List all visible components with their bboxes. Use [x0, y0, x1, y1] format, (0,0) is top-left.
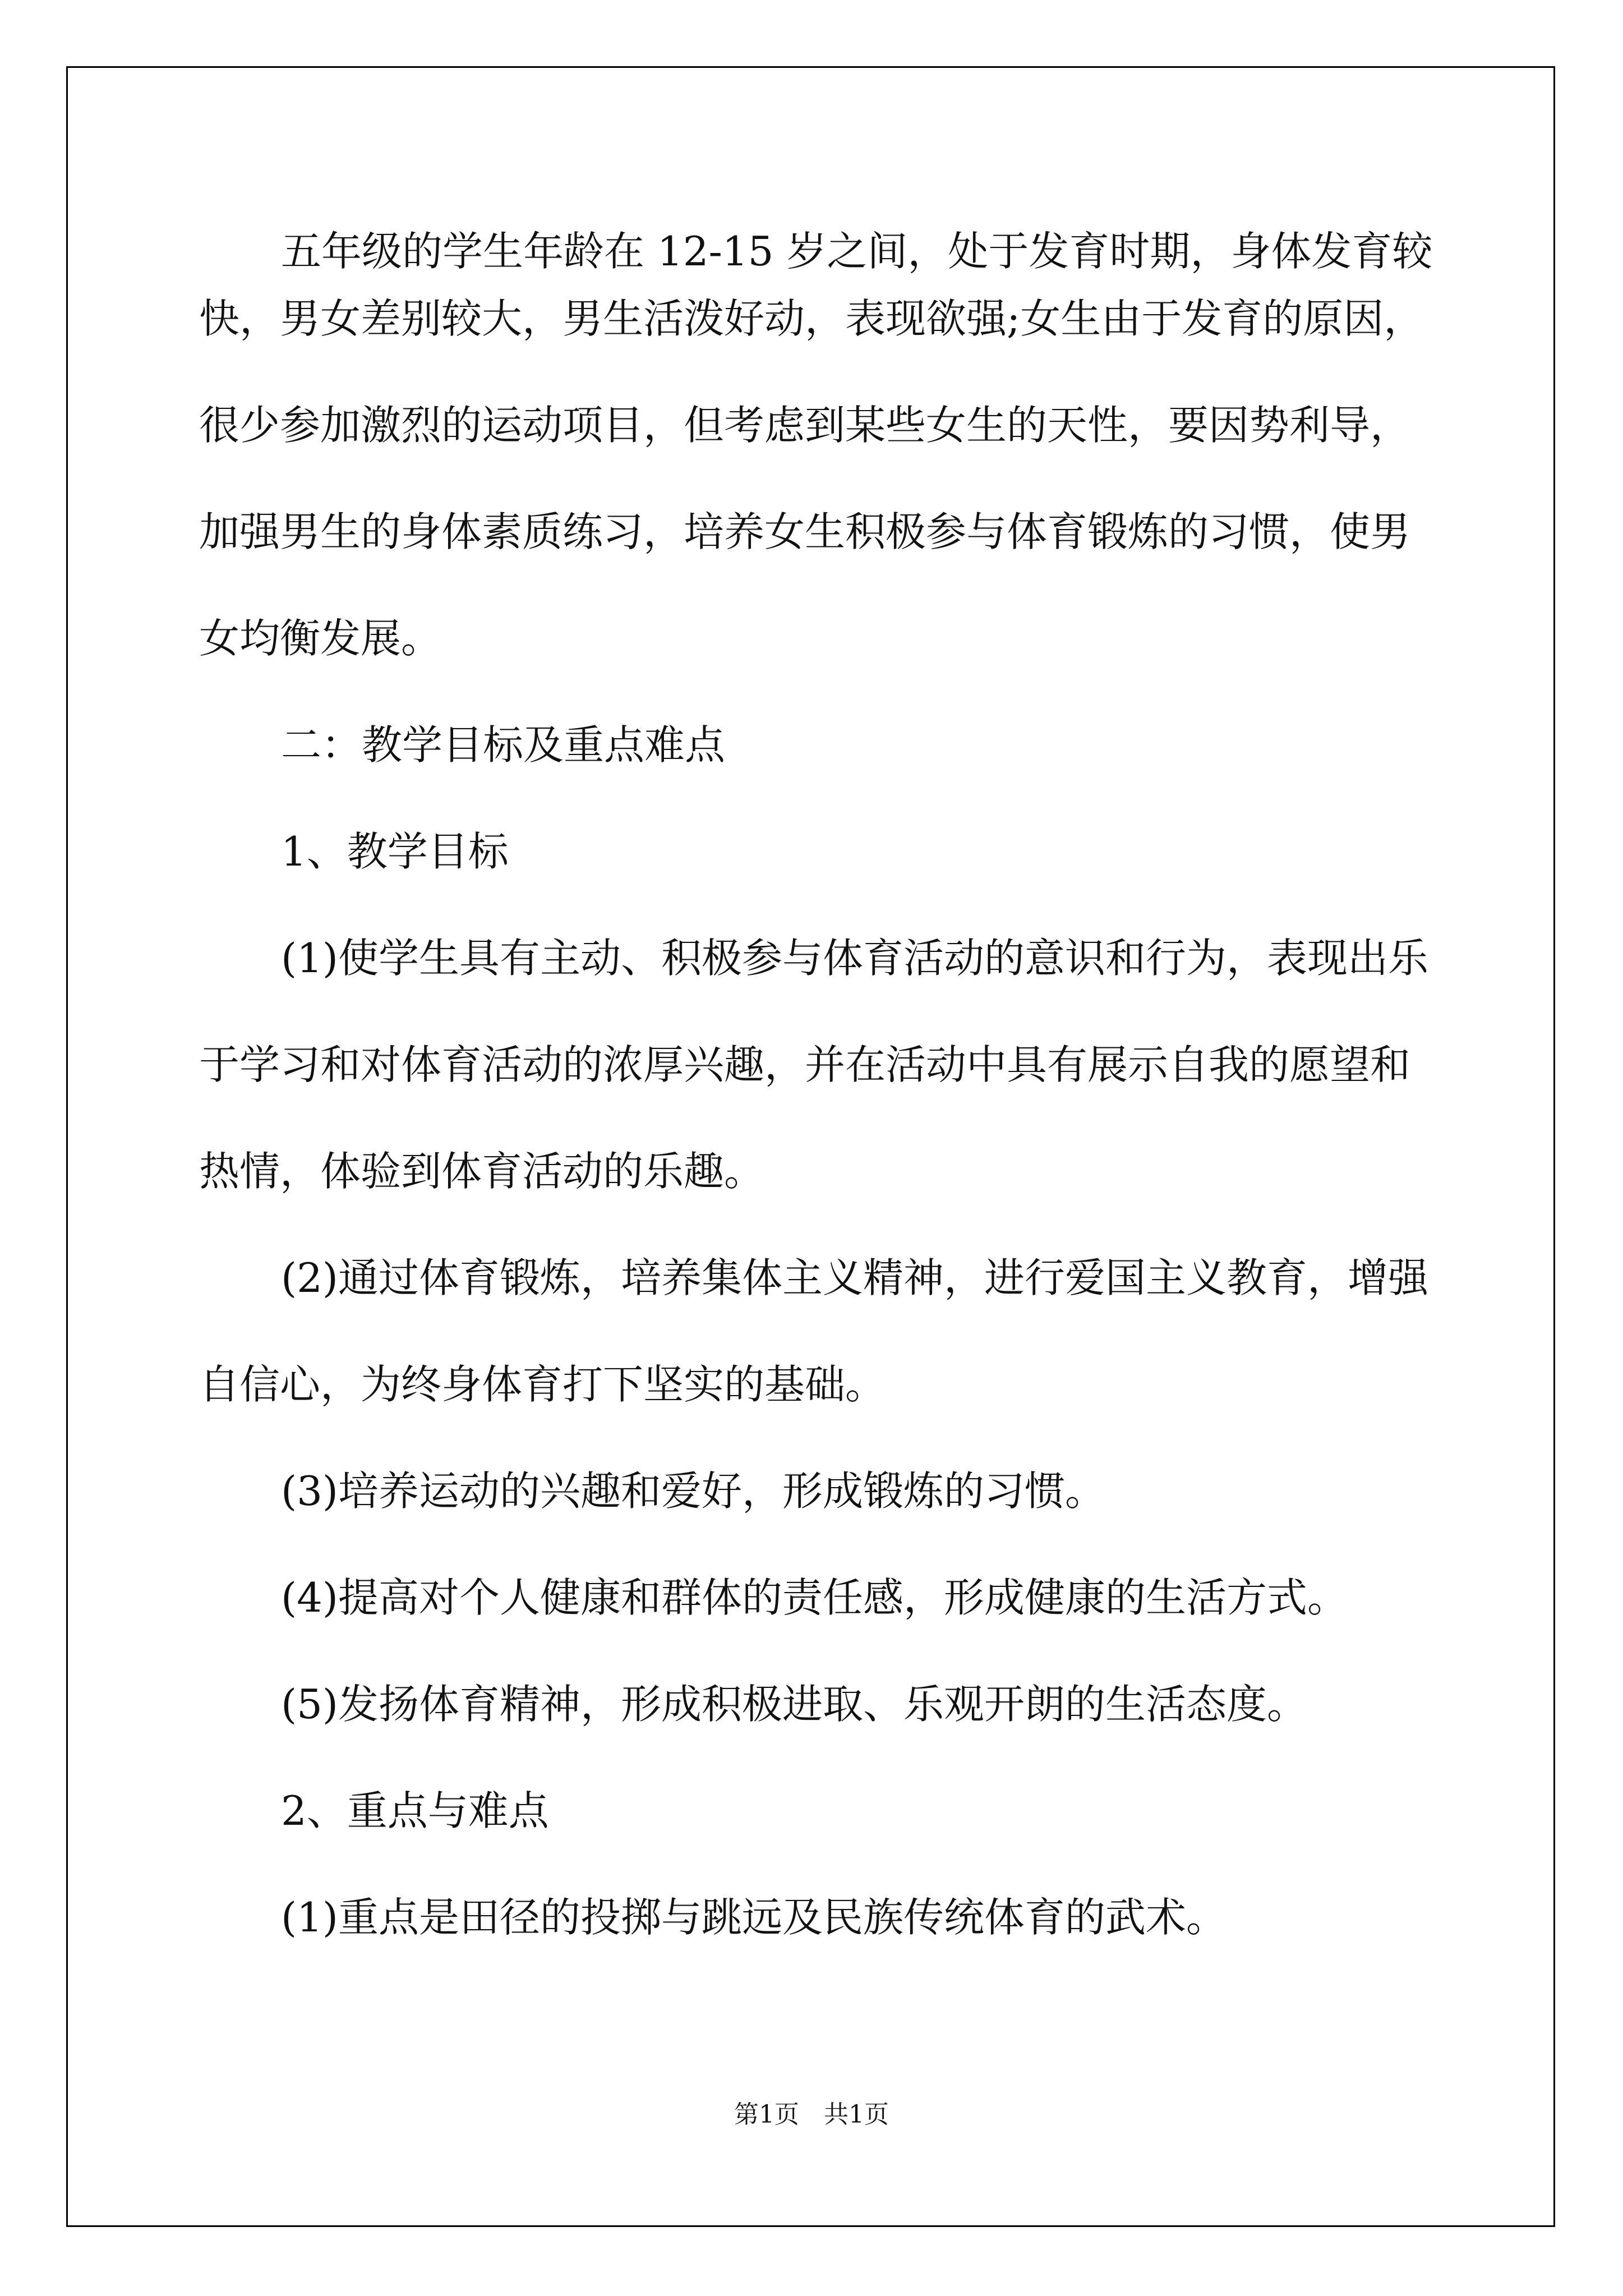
text-line: (5)发扬体育精神，形成积极进取、乐观开朗的生活态度。: [281, 1681, 1307, 1728]
text-line: 加强男生的身体素质练习，培养女生积极参与体育锻炼的习惯，使男: [199, 508, 1411, 555]
text-line: 五年级的学生年龄在 12-15 岁之间，处于发育时期，身体发育较: [281, 228, 1433, 275]
text-line: (1)重点是田径的投掷与跳远及民族传统体育的武术。: [281, 1894, 1227, 1941]
section-heading: 二：教学目标及重点难点: [281, 721, 726, 769]
text-line: 热情，体验到体育活动的乐趣。: [199, 1148, 765, 1195]
text-line: 女均衡发展。: [199, 615, 442, 662]
text-line: 自信心，为终身体育打下坚实的基础。: [199, 1361, 886, 1408]
text-line: (2)通过体育锻炼，培养集体主义精神，进行爱国主义教育，增强: [281, 1254, 1428, 1301]
text-line: (4)提高对个人健康和群体的责任感，形成健康的生活方式。: [281, 1574, 1348, 1621]
text-line: 很少参加激烈的运动项目，但考虑到某些女生的天性，要因势利导，: [199, 402, 1411, 449]
text-line: 于学习和对体育活动的浓厚兴趣，并在活动中具有展示自我的愿望和: [199, 1041, 1411, 1088]
text-line: (3)培养运动的兴趣和爱好，形成锻炼的习惯。: [281, 1467, 1105, 1515]
subsection-heading: 1、教学目标: [281, 828, 509, 875]
page-number: 第1页 共1页: [734, 2100, 889, 2129]
text-line: 快，男女差别较大，男生活泼好动，表现欲强;女生由于发育的原因，: [199, 295, 1424, 342]
text-line: (1)使学生具有主动、积极参与体育活动的意识和行为，表现出乐: [281, 935, 1428, 982]
subsection-heading: 2、重点与难点: [281, 1787, 549, 1834]
